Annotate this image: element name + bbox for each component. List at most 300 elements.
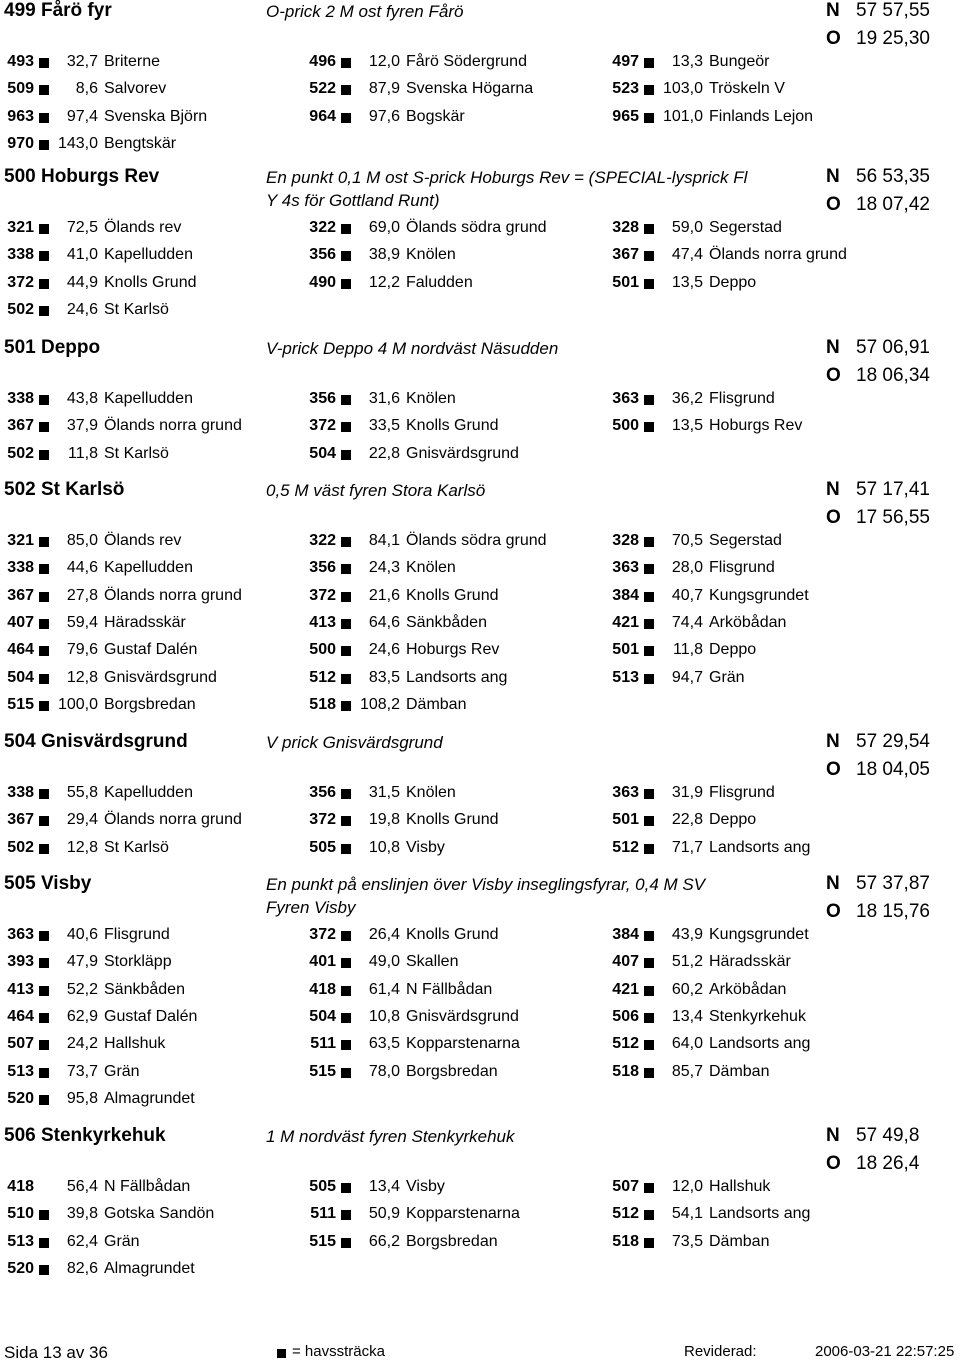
distance-row xyxy=(0,669,960,693)
distance-value: 69,0 xyxy=(368,219,400,236)
description-line: V prick Gnisvärdsgrund xyxy=(266,733,443,752)
distance-value: 8,6 xyxy=(75,80,98,98)
point-id: 509 xyxy=(7,80,34,98)
point-id: 523 xyxy=(612,80,639,98)
distance-value: 71,7 xyxy=(671,838,703,856)
distance-value: 87,9 xyxy=(368,80,400,98)
distance-row xyxy=(0,1205,960,1229)
point-name: Grän xyxy=(104,1232,140,1250)
point-id: 367 xyxy=(7,586,34,604)
point-name: Salvorev xyxy=(104,80,167,98)
point-id: 407 xyxy=(7,613,34,631)
point-name: Grän xyxy=(104,1062,140,1080)
point-name: Visby xyxy=(406,1178,445,1195)
distance-row xyxy=(0,108,960,132)
point-name: St Karlsö xyxy=(104,300,169,318)
point-name: Knolls Grund xyxy=(406,417,499,435)
distance-row xyxy=(0,301,960,325)
distance-value: 73,7 xyxy=(66,1062,98,1080)
point-id: 367 xyxy=(7,811,34,829)
point-name: Häradsskär xyxy=(104,613,186,631)
point-name: Fårö Södergrund xyxy=(406,53,527,70)
distance-value: 31,5 xyxy=(368,784,400,801)
distance-value: 66,2 xyxy=(368,1232,400,1250)
point-id: 421 xyxy=(612,613,639,631)
section-title: 505 Visby xyxy=(4,873,92,894)
distance-value: 24,3 xyxy=(368,559,400,577)
point-id: 322 xyxy=(309,532,336,549)
distance-value: 29,4 xyxy=(66,811,98,829)
distance-value: 22,8 xyxy=(671,811,703,829)
distance-row xyxy=(0,696,960,720)
description-line: En punkt 0,1 M ost S-prick Hoburgs Rev = (SPECIAL-lysprick Fl xyxy=(266,168,748,187)
point-id: 356 xyxy=(309,784,336,801)
point-name: Gnisvärdsgrund xyxy=(406,444,519,462)
distance-value: 13,4 xyxy=(671,1007,703,1025)
point-name: Knölen xyxy=(406,559,456,577)
distance-value: 43,9 xyxy=(671,926,703,943)
distance-row xyxy=(0,614,960,638)
point-name: Deppo xyxy=(709,273,757,291)
distance-value: 82,6 xyxy=(66,1259,98,1277)
distance-value: 12,8 xyxy=(66,838,98,856)
distance-value: 79,6 xyxy=(66,641,98,659)
point-name: Knölen xyxy=(406,246,456,264)
point-id: 338 xyxy=(7,784,34,801)
point-id: 504 xyxy=(7,668,34,686)
distance-row xyxy=(0,135,960,159)
point-name: Knolls Grund xyxy=(406,586,499,604)
point-id: 407 xyxy=(612,953,639,971)
distance-row xyxy=(0,559,960,583)
point-id: 421 xyxy=(612,980,639,998)
distance-value: 51,2 xyxy=(671,953,703,971)
distance-value: 24,6 xyxy=(66,300,98,318)
point-id: 964 xyxy=(309,107,336,125)
distance-row xyxy=(0,1090,960,1114)
longitude: O 19 25,30 xyxy=(826,28,930,49)
point-id: 502 xyxy=(7,444,34,462)
point-name: Dämban xyxy=(709,1062,770,1080)
distance-row xyxy=(0,417,960,441)
distance-value: 62,4 xyxy=(66,1232,98,1250)
distance-row xyxy=(0,532,960,556)
legend-text: = havssträcka xyxy=(292,1343,385,1360)
section-description xyxy=(266,479,826,502)
distance-value: 38,9 xyxy=(368,246,400,264)
section-title: 499 Fårö fyr xyxy=(4,0,112,21)
distance-value: 12,8 xyxy=(66,668,98,686)
point-name: Briterne xyxy=(104,53,161,70)
section-description xyxy=(266,731,826,754)
distance-row xyxy=(0,274,960,298)
distance-value: 61,4 xyxy=(368,980,400,998)
point-name: Dämban xyxy=(406,695,467,713)
point-name: Bungeör xyxy=(709,53,770,70)
description-line: En punkt på enslinjen över Visby inseglingsfyrar, 0,4 M SV xyxy=(266,875,706,894)
distance-row xyxy=(0,246,960,270)
distance-value: 54,1 xyxy=(671,1205,703,1223)
distance-value: 62,9 xyxy=(66,1007,98,1025)
point-name: Svenska Björn xyxy=(104,107,208,125)
point-name: Ölands norra grund xyxy=(104,811,242,829)
section-description xyxy=(266,166,826,212)
point-name: Segerstad xyxy=(709,532,782,549)
longitude: O 18 07,42 xyxy=(826,194,930,215)
distance-value: 64,0 xyxy=(671,1035,703,1053)
distance-value: 44,9 xyxy=(66,273,98,291)
point-id: 522 xyxy=(309,80,336,98)
point-name: Arköbådan xyxy=(709,980,787,998)
distance-value: 19,8 xyxy=(368,811,400,829)
point-id: 497 xyxy=(612,53,639,70)
point-name: St Karlsö xyxy=(104,838,169,856)
latitude: N 56 53,35 xyxy=(826,166,930,187)
distance-value: 47,9 xyxy=(66,953,98,971)
distance-row xyxy=(0,926,960,950)
distance-row xyxy=(0,981,960,1005)
point-name: Sänkbåden xyxy=(406,613,487,631)
point-name: Segerstad xyxy=(709,219,782,236)
point-name: Kopparstenarna xyxy=(406,1035,520,1053)
distance-value: 43,8 xyxy=(66,390,98,407)
point-id: 413 xyxy=(309,613,336,631)
point-name: Knolls Grund xyxy=(406,811,499,829)
longitude: O 17 56,55 xyxy=(826,507,930,528)
point-name: Deppo xyxy=(709,811,757,829)
point-name: Ölands rev xyxy=(104,219,182,236)
page-number: Sida 13 av 36 xyxy=(4,1343,108,1362)
distance-value: 78,0 xyxy=(368,1062,400,1080)
description-line: Y 4s för Gottland Runt) xyxy=(266,191,440,210)
distance-value: 85,7 xyxy=(671,1062,703,1080)
distance-row xyxy=(0,1260,960,1284)
latitude: N 57 57,55 xyxy=(826,0,930,21)
distance-value: 84,1 xyxy=(368,532,400,549)
distance-value: 95,8 xyxy=(66,1089,98,1107)
point-name: Kapelludden xyxy=(104,390,193,407)
distance-value: 55,8 xyxy=(66,784,98,801)
description-line: V-prick Deppo 4 M nordväst Näsudden xyxy=(266,339,559,358)
distance-row xyxy=(0,1233,960,1257)
point-name: St Karlsö xyxy=(104,444,169,462)
point-id: 363 xyxy=(612,784,639,801)
point-id: 372 xyxy=(309,586,336,604)
point-id: 513 xyxy=(7,1062,34,1080)
point-id: 504 xyxy=(309,1007,336,1025)
point-name: Skallen xyxy=(406,953,459,971)
point-id: 464 xyxy=(7,1007,34,1025)
point-id: 506 xyxy=(612,1007,639,1025)
point-id: 513 xyxy=(7,1232,34,1250)
point-id: 493 xyxy=(7,53,34,70)
point-id: 520 xyxy=(7,1089,34,1107)
point-id: 338 xyxy=(7,246,34,264)
point-id: 510 xyxy=(7,1205,34,1223)
point-name: Hoburgs Rev xyxy=(406,641,500,659)
distance-value: 12,2 xyxy=(368,273,400,291)
point-id: 511 xyxy=(310,1035,336,1053)
distance-value: 10,8 xyxy=(368,838,400,856)
point-id: 518 xyxy=(612,1062,639,1080)
distance-value: 56,4 xyxy=(66,1178,98,1195)
point-name: Kungsgrundet xyxy=(709,586,809,604)
point-id: 356 xyxy=(309,559,336,577)
distance-value: 101,0 xyxy=(662,107,703,125)
point-id: 515 xyxy=(7,695,34,713)
point-id: 363 xyxy=(612,390,639,407)
distance-value: 83,5 xyxy=(368,668,400,686)
point-name: Ölands rev xyxy=(104,532,182,549)
distance-row xyxy=(0,811,960,835)
point-id: 970 xyxy=(7,134,34,152)
distance-value: 108,2 xyxy=(359,695,400,713)
section-description xyxy=(266,0,826,23)
point-id: 502 xyxy=(7,838,34,856)
distance-value: 36,2 xyxy=(671,390,703,407)
point-id: 367 xyxy=(612,246,639,264)
point-id: 418 xyxy=(7,1178,34,1195)
point-id: 372 xyxy=(309,417,336,435)
distance-row xyxy=(0,80,960,104)
point-name: Ölands södra grund xyxy=(406,532,547,549)
distance-row xyxy=(0,1063,960,1087)
distance-value: 52,2 xyxy=(66,980,98,998)
point-name: Gustaf Dalén xyxy=(104,641,198,659)
point-id: 384 xyxy=(612,926,639,943)
section-description xyxy=(266,873,826,919)
point-id: 512 xyxy=(309,668,336,686)
distance-value: 39,8 xyxy=(66,1205,98,1223)
distance-row xyxy=(0,1178,960,1202)
distance-value: 59,4 xyxy=(66,613,98,631)
point-name: Kungsgrundet xyxy=(709,926,809,943)
point-id: 520 xyxy=(7,1259,34,1277)
distance-row xyxy=(0,587,960,611)
point-id: 356 xyxy=(309,246,336,264)
description-line: 0,5 M väst fyren Stora Karlsö xyxy=(266,481,486,500)
section-description xyxy=(266,1125,826,1148)
revised-value: 2006-03-21 22:57:25 xyxy=(815,1343,955,1360)
revised-label: Reviderad: xyxy=(684,1343,757,1360)
distance-value: 21,6 xyxy=(368,586,400,604)
point-name: Gustaf Dalén xyxy=(104,1007,198,1025)
point-id: 338 xyxy=(7,559,34,577)
point-id: 501 xyxy=(612,641,639,659)
point-name: Tröskeln V xyxy=(709,80,785,98)
point-id: 501 xyxy=(612,273,639,291)
point-id: 464 xyxy=(7,641,34,659)
distance-value: 97,4 xyxy=(66,107,98,125)
distance-value: 13,3 xyxy=(671,53,703,70)
point-id: 515 xyxy=(309,1232,336,1250)
distance-value: 41,0 xyxy=(66,246,98,264)
point-id: 513 xyxy=(612,668,639,686)
section-description xyxy=(266,337,826,360)
distance-row xyxy=(0,219,960,243)
distance-value: 24,6 xyxy=(368,641,400,659)
point-name: Landsorts ang xyxy=(709,1035,811,1053)
distance-value: 13,4 xyxy=(368,1178,400,1195)
point-name: Svenska Högarna xyxy=(406,80,534,98)
distance-value: 143,0 xyxy=(57,134,98,152)
distance-value: 13,5 xyxy=(671,273,703,291)
point-id: 321 xyxy=(7,219,34,236)
point-id: 502 xyxy=(7,300,34,318)
point-name: Flisgrund xyxy=(709,390,775,407)
distance-row xyxy=(0,784,960,808)
point-id: 322 xyxy=(309,219,336,236)
point-id: 500 xyxy=(612,417,639,435)
point-name: Hallshuk xyxy=(709,1178,771,1195)
distance-row xyxy=(0,53,960,77)
distance-row xyxy=(0,445,960,469)
point-id: 511 xyxy=(310,1205,336,1223)
point-name: Hoburgs Rev xyxy=(709,417,803,435)
point-id: 490 xyxy=(309,273,336,291)
point-name: Flisgrund xyxy=(104,926,170,943)
point-name: N Fällbådan xyxy=(406,980,493,998)
point-name: Landsorts ang xyxy=(709,838,811,856)
point-id: 356 xyxy=(309,390,336,407)
point-id: 518 xyxy=(309,695,336,713)
description-line: 1 M nordväst fyren Stenkyrkehuk xyxy=(266,1127,515,1146)
point-id: 413 xyxy=(7,980,34,998)
latitude: N 57 17,41 xyxy=(826,479,930,500)
point-name: Knolls Grund xyxy=(406,926,499,943)
point-id: 501 xyxy=(612,811,639,829)
point-name: Kopparstenarna xyxy=(406,1205,520,1223)
point-name: Visby xyxy=(406,838,445,856)
distance-value: 40,7 xyxy=(671,586,703,604)
distance-value: 31,6 xyxy=(368,390,400,407)
distance-row xyxy=(0,953,960,977)
distance-value: 10,8 xyxy=(368,1007,400,1025)
point-id: 401 xyxy=(309,953,336,971)
point-id: 338 xyxy=(7,390,34,407)
point-id: 372 xyxy=(309,926,336,943)
section-title: 506 Stenkyrkehuk xyxy=(4,1125,166,1146)
distance-value: 12,0 xyxy=(368,53,400,70)
latitude: N 57 37,87 xyxy=(826,873,930,894)
point-name: Gnisvärdsgrund xyxy=(406,1007,519,1025)
point-id: 372 xyxy=(309,811,336,829)
point-name: Almagrundet xyxy=(104,1259,195,1277)
point-name: Kapelludden xyxy=(104,559,193,577)
point-name: Bogskär xyxy=(406,107,465,125)
point-name: Ölands norra grund xyxy=(104,417,242,435)
distance-row xyxy=(0,1008,960,1032)
distance-value: 31,9 xyxy=(671,784,703,801)
point-name: N Fällbådan xyxy=(104,1178,191,1195)
point-name: Hallshuk xyxy=(104,1035,166,1053)
point-name: Knolls Grund xyxy=(104,273,197,291)
description-line: Fyren Visby xyxy=(266,898,356,917)
point-id: 515 xyxy=(309,1062,336,1080)
distance-value: 33,5 xyxy=(368,417,400,435)
distance-row xyxy=(0,390,960,414)
longitude: O 18 04,05 xyxy=(826,759,930,780)
distance-value: 59,0 xyxy=(671,219,703,236)
distance-row xyxy=(0,839,960,863)
point-name: Ölands södra grund xyxy=(406,219,547,236)
distance-value: 26,4 xyxy=(368,926,400,943)
point-id: 321 xyxy=(7,532,34,549)
point-id: 512 xyxy=(612,1035,639,1053)
point-id: 500 xyxy=(309,641,336,659)
point-name: Kapelludden xyxy=(104,246,193,264)
point-name: Landsorts ang xyxy=(406,668,508,686)
latitude: N 57 49,8 xyxy=(826,1125,920,1146)
distance-value: 11,8 xyxy=(68,444,98,462)
point-id: 367 xyxy=(7,417,34,435)
point-id: 518 xyxy=(612,1232,639,1250)
point-name: Knölen xyxy=(406,784,456,801)
point-name: Häradsskär xyxy=(709,953,791,971)
distance-value: 94,7 xyxy=(671,668,703,686)
distance-value: 64,6 xyxy=(368,613,400,631)
point-id: 505 xyxy=(309,838,336,856)
point-name: Borgsbredan xyxy=(406,1232,498,1250)
distance-value: 47,4 xyxy=(671,246,703,264)
point-id: 418 xyxy=(309,980,336,998)
point-name: Flisgrund xyxy=(709,559,775,577)
distance-value: 60,2 xyxy=(671,980,703,998)
longitude: O 18 06,34 xyxy=(826,365,930,386)
distance-value: 27,8 xyxy=(66,586,98,604)
point-name: Grän xyxy=(709,668,745,686)
distance-value: 72,5 xyxy=(66,219,98,236)
point-id: 512 xyxy=(612,1205,639,1223)
point-id: 363 xyxy=(612,559,639,577)
point-id: 496 xyxy=(309,53,336,70)
distance-value: 74,4 xyxy=(671,613,703,631)
point-name: Ölands norra grund xyxy=(104,586,242,604)
longitude: O 18 15,76 xyxy=(826,901,930,922)
section-title: 504 Gnisvärdsgrund xyxy=(4,731,188,752)
distance-value: 22,8 xyxy=(368,444,400,462)
distance-value: 70,5 xyxy=(671,532,703,549)
point-name: Knölen xyxy=(406,390,456,407)
point-name: Arköbådan xyxy=(709,613,787,631)
point-name: Landsorts ang xyxy=(709,1205,811,1223)
point-id: 372 xyxy=(7,273,34,291)
distance-value: 28,0 xyxy=(671,559,703,577)
point-id: 328 xyxy=(612,219,639,236)
distance-value: 40,6 xyxy=(66,926,98,943)
point-id: 384 xyxy=(612,586,639,604)
latitude: N 57 29,54 xyxy=(826,731,930,752)
point-name: Stenkyrkehuk xyxy=(709,1007,806,1025)
description-line: O-prick 2 M ost fyren Fårö xyxy=(266,2,464,21)
distance-value: 49,0 xyxy=(368,953,400,971)
point-id: 504 xyxy=(309,444,336,462)
point-id: 393 xyxy=(7,953,34,971)
point-name: Bengtskär xyxy=(104,134,177,152)
point-name: Storkläpp xyxy=(104,953,172,971)
distance-value: 97,6 xyxy=(368,107,400,125)
point-name: Deppo xyxy=(709,641,757,659)
distance-value: 13,5 xyxy=(671,417,703,435)
point-name: Dämban xyxy=(709,1232,770,1250)
distance-value: 73,5 xyxy=(671,1232,703,1250)
section-title: 501 Deppo xyxy=(4,337,101,358)
point-name: Sänkbåden xyxy=(104,980,185,998)
point-id: 512 xyxy=(612,838,639,856)
point-id: 507 xyxy=(7,1035,34,1053)
distance-row xyxy=(0,641,960,665)
distance-value: 100,0 xyxy=(57,695,98,713)
